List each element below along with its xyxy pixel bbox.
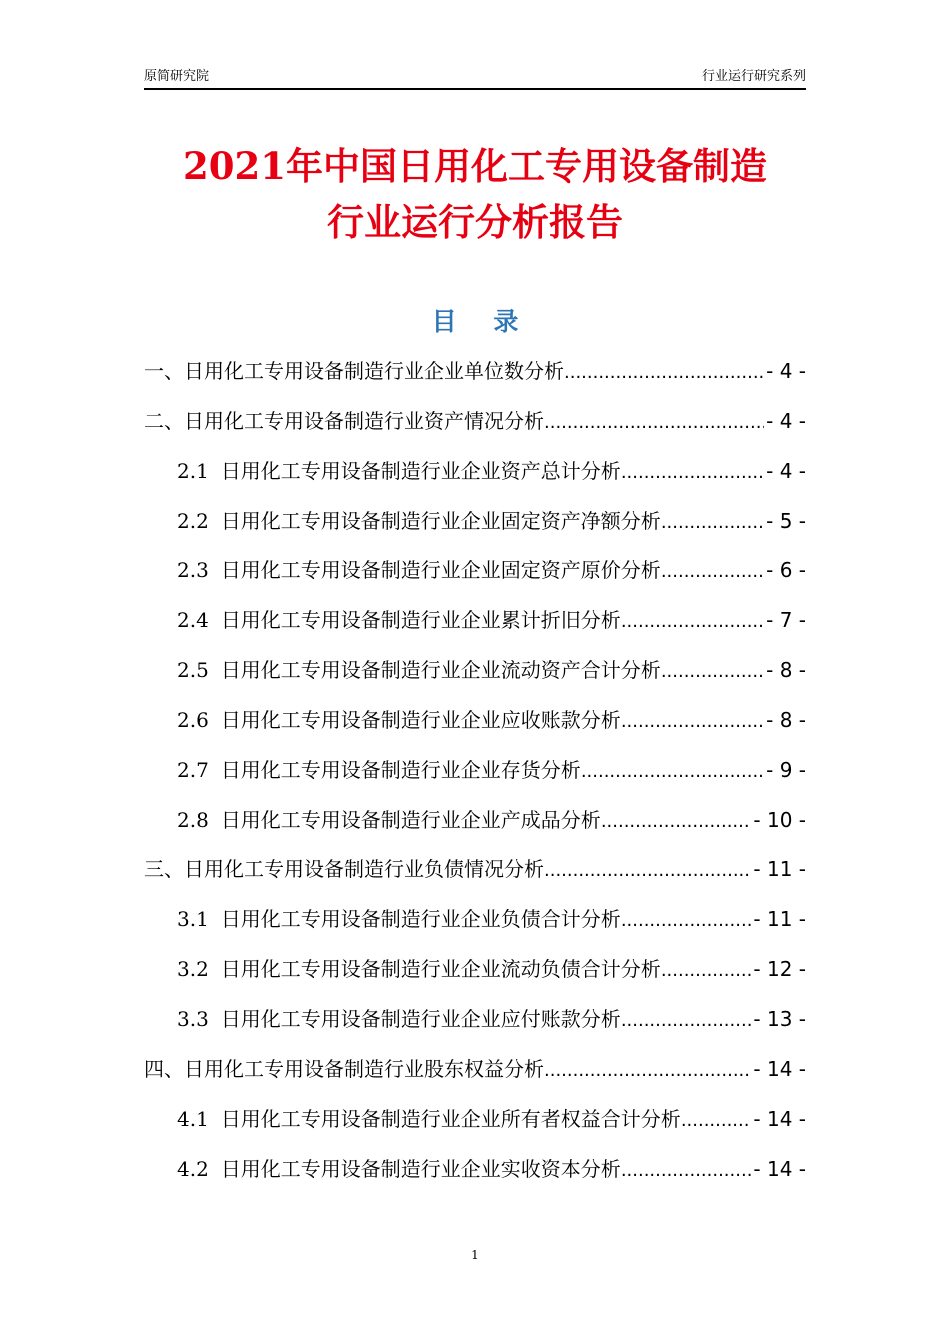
toc-entry-page: - 8 - — [766, 658, 806, 683]
toc-dot-leader — [621, 900, 752, 940]
toc-entry-title: 日用化工专用设备制造行业企业累计折旧分析 — [220, 608, 621, 633]
toc-entry[interactable] — [144, 1000, 806, 1050]
toc-entry-number: 4.1 — [177, 1106, 209, 1131]
toc-dot-leader — [661, 502, 764, 542]
toc-dot-leader — [661, 551, 764, 591]
page-header — [144, 68, 806, 90]
toc-entry-page: - 9 - — [766, 757, 806, 782]
toc-entry-number: 2.2 — [177, 508, 209, 533]
toc-entry-title: 日用化工专用设备制造行业企业资产总计分析 — [220, 458, 621, 483]
toc-entry-title: 四、日用化工专用设备制造行业股东权益分析 — [144, 1056, 544, 1081]
table-of-contents — [144, 352, 806, 1199]
toc-dot-leader — [564, 352, 764, 392]
toc-entry-title: 二、日用化工专用设备制造行业资产情况分析 — [144, 408, 544, 433]
toc-dot-leader — [601, 801, 752, 841]
toc-entry-page: - 10 - — [753, 807, 806, 832]
toc-entry-page: - 14 - — [753, 1156, 806, 1181]
toc-dot-leader — [621, 452, 764, 492]
toc-heading: 目 录 — [431, 307, 533, 336]
toc-entry-number: 2.6 — [177, 707, 209, 732]
toc-entry[interactable] — [144, 801, 806, 851]
toc-entry-page: - 5 - — [766, 508, 806, 533]
toc-entry-title: 日用化工专用设备制造行业企业实收资本分析 — [220, 1156, 621, 1181]
toc-entry-page: - 6 - — [766, 558, 806, 583]
toc-entry-number: 2.7 — [177, 757, 209, 782]
report-title — [0, 138, 950, 250]
toc-entry[interactable] — [144, 352, 806, 402]
toc-entry-page: - 4 - — [766, 458, 806, 483]
toc-entry-page: - 4 - — [766, 359, 806, 383]
toc-dot-leader — [621, 1000, 752, 1040]
toc-entry-title: 日用化工专用设备制造行业企业固定资产净额分析 — [220, 508, 661, 533]
toc-entry-page: - 13 - — [753, 1006, 806, 1031]
toc-entry-number: 2.4 — [177, 608, 209, 633]
toc-entry-title: 日用化工专用设备制造行业企业所有者权益合计分析 — [220, 1106, 681, 1131]
toc-dot-leader — [581, 751, 764, 791]
toc-entry[interactable] — [144, 1100, 806, 1150]
toc-entry-page: - 7 - — [766, 608, 806, 633]
toc-entry[interactable] — [144, 651, 806, 701]
toc-entry-title: 三、日用化工专用设备制造行业负债情况分析 — [144, 857, 544, 882]
page-number: 1 — [471, 1248, 479, 1262]
header-series: 行业运行研究系列 — [701, 69, 806, 84]
toc-entry-title: 日用化工专用设备制造行业企业流动资产合计分析 — [220, 658, 661, 683]
toc-entry[interactable] — [144, 950, 806, 1000]
toc-entry-number: 3.3 — [177, 1006, 209, 1031]
toc-dot-leader — [544, 850, 751, 890]
toc-entry-page: - 11 - — [753, 907, 806, 932]
toc-entry-title: 日用化工专用设备制造行业企业应收账款分析 — [220, 707, 621, 732]
toc-dot-leader — [544, 1050, 751, 1090]
toc-entry-title: 一、日用化工专用设备制造行业企业单位数分析 — [144, 359, 564, 383]
toc-dot-leader — [661, 950, 752, 990]
toc-entry-number: 2.8 — [177, 807, 209, 832]
toc-entry-number: 3.1 — [177, 907, 209, 932]
toc-dot-leader — [621, 701, 764, 741]
toc-entry-number: 4.2 — [177, 1156, 209, 1181]
toc-entry-number: 2.1 — [177, 458, 209, 483]
toc-dot-leader — [681, 1100, 752, 1140]
toc-entry[interactable] — [144, 402, 806, 452]
toc-entry-page: - 14 - — [753, 1106, 806, 1131]
toc-entry-title: 日用化工专用设备制造行业企业产成品分析 — [220, 807, 601, 832]
toc-dot-leader — [544, 402, 764, 442]
toc-entry-title: 日用化工专用设备制造行业企业固定资产原价分析 — [220, 558, 661, 583]
toc-entry[interactable] — [144, 751, 806, 801]
toc-entry[interactable] — [144, 701, 806, 751]
toc-entry[interactable] — [144, 502, 806, 552]
toc-entry-page: - 14 - — [753, 1056, 806, 1081]
toc-entry-title: 日用化工专用设备制造行业企业应付账款分析 — [220, 1006, 621, 1031]
toc-entry-page: - 8 - — [766, 707, 806, 732]
toc-entry-page: - 12 - — [753, 957, 806, 982]
toc-entry-title: 日用化工专用设备制造行业企业负债合计分析 — [220, 907, 621, 932]
toc-dot-leader — [661, 651, 764, 691]
toc-entry-title: 日用化工专用设备制造行业企业存货分析 — [220, 757, 581, 782]
toc-entry-title: 日用化工专用设备制造行业企业流动负债合计分析 — [220, 957, 661, 982]
toc-entry-number: 2.3 — [177, 558, 209, 583]
toc-dot-leader — [621, 601, 764, 641]
toc-entry[interactable] — [144, 850, 806, 900]
toc-entry[interactable] — [144, 601, 806, 651]
toc-entry-page: - 11 - — [753, 857, 806, 882]
toc-entry-number: 2.5 — [177, 658, 209, 683]
toc-entry[interactable] — [144, 1050, 806, 1100]
toc-dot-leader — [621, 1150, 752, 1190]
toc-entry-page: - 4 - — [766, 408, 806, 433]
toc-entry[interactable] — [144, 551, 806, 601]
toc-entry[interactable] — [144, 452, 806, 502]
toc-entry[interactable] — [144, 900, 806, 950]
title-line-2: 行业运行分析报告 — [327, 200, 623, 244]
toc-entry[interactable] — [144, 1150, 806, 1200]
toc-entry-number: 3.2 — [177, 957, 209, 982]
title-line-1: 2021年中国日用化工专用设备制造 — [183, 144, 767, 188]
header-org: 原简研究院 — [144, 69, 210, 84]
